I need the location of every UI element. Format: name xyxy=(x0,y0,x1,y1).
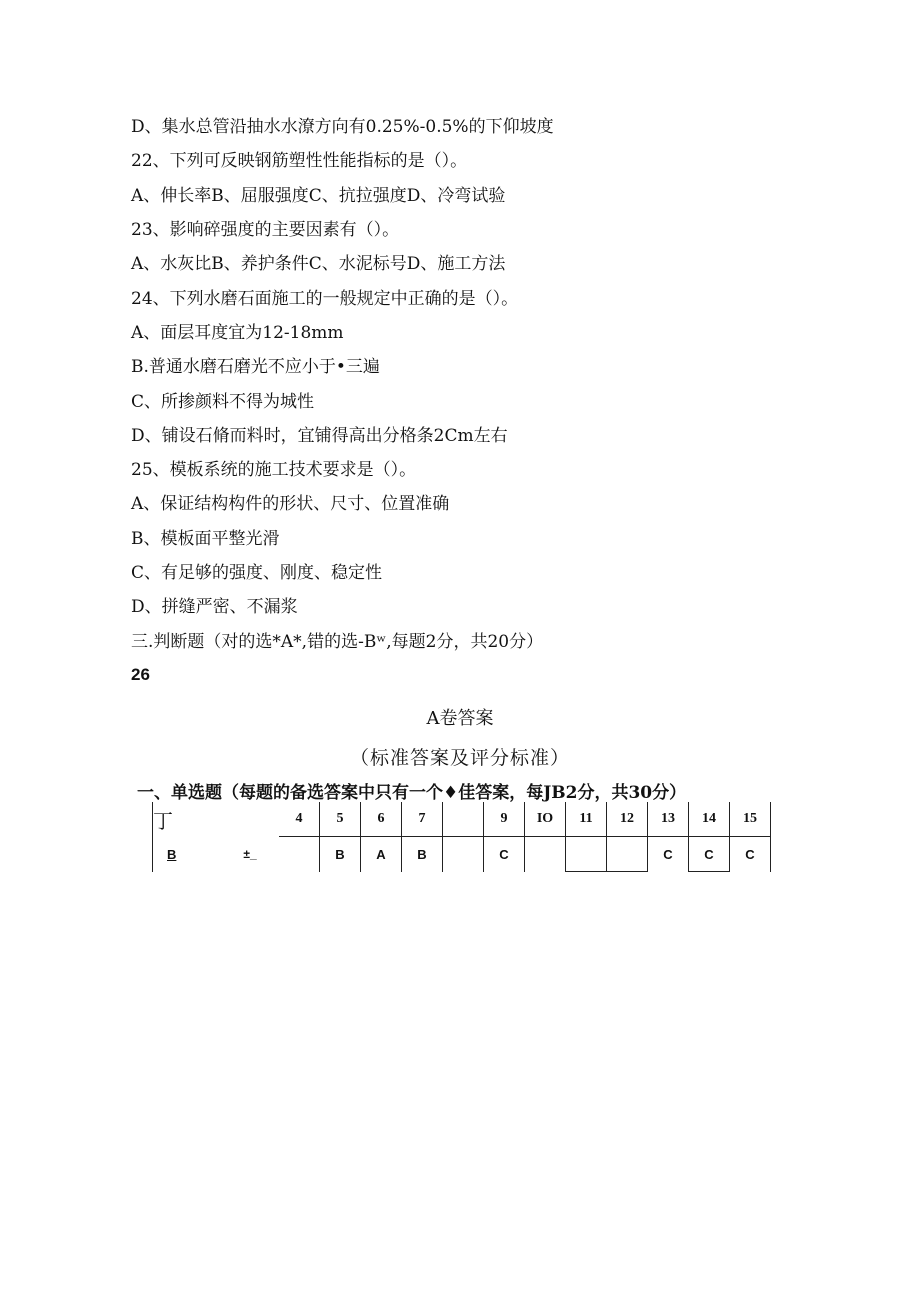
table-row xyxy=(153,802,771,837)
question-24-option-c: C、所掺颜料不得为城性 xyxy=(131,392,315,412)
header-cell: 13 xyxy=(648,802,689,837)
header-cell xyxy=(221,802,279,837)
header-cell: 14 xyxy=(689,802,730,837)
answer-table xyxy=(152,802,771,872)
answer-cell xyxy=(153,837,222,872)
answer-cell: C xyxy=(730,837,771,872)
header-cell: 5 xyxy=(320,802,361,837)
question-22-options: A、伸长率B、屈服强度C、抗拉强度D、冷弯试验 xyxy=(131,186,506,206)
answer-cell: C xyxy=(484,837,525,872)
question-23-options: A、水灰比B、养护条件C、水泥标号D、施工方法 xyxy=(131,254,506,274)
question-25: 25、模板系统的施工技术要求是（）。 xyxy=(131,460,417,480)
answer-cell: ±_ xyxy=(243,847,257,861)
question-21-option-d: D、集水总管沿抽水水潦方向有0.25%-0.5%的下仰坡度 xyxy=(131,117,554,137)
header-cell xyxy=(443,802,484,837)
answer-cell xyxy=(607,837,648,872)
header-cell: 丁 xyxy=(153,802,222,837)
section-1-heading: 一、单选题（每题的备选答案中只有一个♦佳答案，每JB2分，共30分） xyxy=(137,783,687,803)
question-25-option-d: D、拼缝严密、不漏浆 xyxy=(131,597,298,617)
answer-cell: B xyxy=(402,837,443,872)
question-24: 24、下列水磨石面施工的一般规定中正确的是（）。 xyxy=(131,289,519,309)
question-25-option-b: B、模板面平整光滑 xyxy=(131,529,280,549)
answer-cell xyxy=(443,837,484,872)
answer-title: A卷答案 xyxy=(426,708,494,729)
question-24-option-a: A、面层耳度宜为12-18mm xyxy=(131,323,344,343)
answer-cell xyxy=(279,837,320,872)
answer-subtitle: （标准答案及评分标准） xyxy=(349,747,570,769)
header-cell: 9 xyxy=(484,802,525,837)
answer-cell: B xyxy=(320,837,361,872)
header-cell: 15 xyxy=(730,802,771,837)
question-22: 22、下列可反映钢筋塑性性能指标的是（）。 xyxy=(131,151,468,171)
question-23: 23、影响碎强度的主要因素有（）。 xyxy=(131,220,400,240)
header-cell: 11 xyxy=(566,802,607,837)
answer-cell: A xyxy=(361,837,402,872)
answer-cell xyxy=(525,837,566,872)
table-row xyxy=(153,837,771,872)
header-cell: 7 xyxy=(402,802,443,837)
question-25-option-c: C、有足够的强度、刚度、稳定性 xyxy=(131,563,383,583)
header-cell: 6 xyxy=(361,802,402,837)
answer-cell xyxy=(566,837,607,872)
header-cell: 12 xyxy=(607,802,648,837)
section-3-heading: 三.判断题（对的选*A*,错的选-Bʷ,每题2分，共20分） xyxy=(131,632,544,652)
header-cell: 4 xyxy=(279,802,320,837)
answer-cell: C xyxy=(689,837,730,872)
answer-value: B xyxy=(167,846,177,862)
question-24-option-d: D、铺设石脩而料时，宜铺得高出分格条2Cm左右 xyxy=(131,426,508,446)
header-cell: IO xyxy=(525,802,566,837)
question-24-option-b: B.普通水磨石磨光不应小于•三遍 xyxy=(131,357,380,377)
question-25-option-a: A、保证结构构件的形状、尺寸、位置准确 xyxy=(131,494,450,514)
answer-cell: C xyxy=(648,837,689,872)
question-26: 26 xyxy=(131,665,150,684)
